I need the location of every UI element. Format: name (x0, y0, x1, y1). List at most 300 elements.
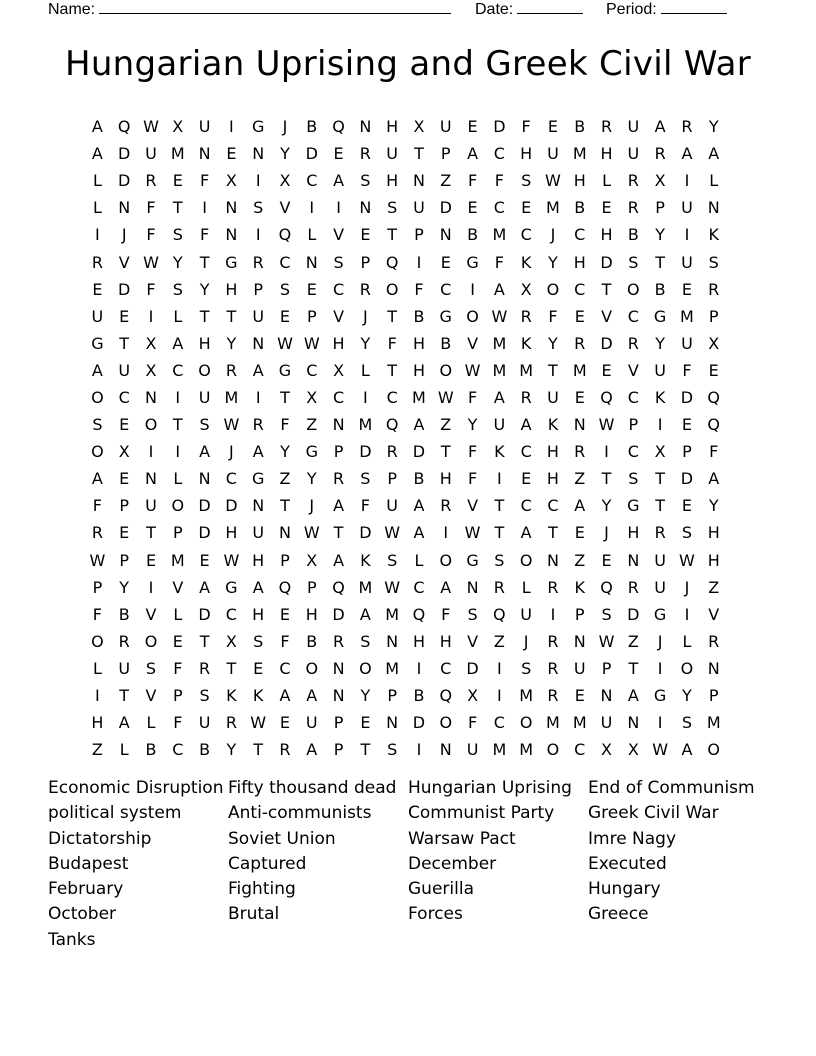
grid-letter[interactable]: Y (655, 333, 666, 353)
grid-letter[interactable]: B (199, 740, 211, 760)
grid-letter[interactable]: D (332, 604, 345, 624)
grid-letter[interactable]: N (707, 198, 720, 218)
grid-letter[interactable]: L (414, 550, 424, 570)
grid-letter[interactable]: H (332, 333, 345, 353)
grid-letter[interactable]: E (360, 225, 371, 245)
grid-letter[interactable]: F (280, 631, 290, 651)
grid-letter[interactable]: Q (600, 387, 613, 407)
grid-letter[interactable]: T (119, 333, 130, 353)
grid-letter[interactable]: O (439, 550, 453, 570)
grid-letter[interactable]: A (493, 279, 505, 299)
grid-letter[interactable]: R (520, 387, 532, 407)
grid-letter[interactable]: L (92, 171, 102, 191)
grid-letter[interactable]: A (199, 577, 211, 597)
grid-letter[interactable]: T (548, 523, 558, 543)
grid-letter[interactable]: I (550, 604, 556, 624)
grid-letter[interactable]: X (520, 279, 532, 299)
grid-letter[interactable]: Z (440, 415, 452, 435)
grid-letter[interactable]: E (172, 631, 183, 651)
grid-letter[interactable]: F (146, 279, 156, 299)
grid-letter[interactable]: J (523, 631, 529, 651)
grid-letter[interactable]: I (229, 117, 234, 137)
grid-letter[interactable]: R (627, 198, 639, 218)
grid-letter[interactable]: F (467, 469, 478, 489)
grid-letter[interactable]: R (440, 496, 452, 516)
grid-letter[interactable]: A (306, 686, 318, 706)
grid-letter[interactable]: W (303, 333, 320, 353)
grid-letter[interactable]: X (708, 333, 720, 353)
grid-letter[interactable]: Y (119, 577, 130, 597)
grid-letter[interactable]: A (708, 469, 720, 489)
grid-letter[interactable]: O (707, 740, 721, 760)
grid-letter[interactable]: S (172, 225, 183, 245)
grid-letter[interactable]: N (198, 144, 211, 164)
grid-letter[interactable]: F (682, 360, 692, 380)
grid-letter[interactable]: T (601, 469, 612, 489)
grid-letter[interactable]: A (91, 144, 103, 164)
grid-letter[interactable]: U (654, 360, 666, 380)
grid-letter[interactable]: F (467, 442, 478, 462)
grid-letter[interactable]: I (684, 604, 690, 624)
grid-letter[interactable]: H (305, 604, 318, 624)
grid-letter[interactable]: L (360, 360, 370, 380)
grid-letter[interactable]: R (574, 333, 586, 353)
grid-letter[interactable]: P (306, 306, 317, 326)
grid-letter[interactable]: L (173, 604, 183, 624)
grid-letter[interactable]: D (439, 198, 452, 218)
grid-letter[interactable]: A (252, 442, 264, 462)
grid-letter[interactable]: L (119, 740, 129, 760)
grid-letter[interactable]: D (198, 604, 211, 624)
grid-letter[interactable]: G (627, 496, 640, 516)
grid-letter[interactable]: A (654, 117, 666, 137)
grid-letter[interactable]: U (198, 117, 211, 137)
grid-letter[interactable]: P (682, 442, 692, 462)
grid-letter[interactable]: R (708, 631, 720, 651)
grid-letter[interactable]: R (547, 658, 559, 678)
grid-letter[interactable]: S (172, 279, 183, 299)
name-field[interactable] (48, 0, 451, 19)
grid-letter[interactable]: E (333, 144, 344, 164)
grid-letter[interactable]: A (493, 387, 505, 407)
grid-letter[interactable]: S (253, 198, 264, 218)
grid-letter[interactable]: T (655, 469, 666, 489)
grid-letter[interactable]: Q (707, 387, 721, 407)
grid-letter[interactable]: W (223, 415, 240, 435)
grid-letter[interactable]: E (119, 415, 130, 435)
grid-letter[interactable]: K (520, 333, 532, 353)
grid-letter[interactable]: P (628, 415, 639, 435)
grid-letter[interactable]: P (414, 225, 424, 245)
grid-letter[interactable]: X (225, 171, 237, 191)
grid-letter[interactable]: I (496, 469, 502, 489)
grid-letter[interactable]: N (439, 225, 452, 245)
grid-letter[interactable]: Z (91, 740, 103, 760)
grid-letter[interactable]: X (413, 117, 425, 137)
grid-letter[interactable]: Y (682, 686, 692, 706)
grid-letter[interactable]: M (706, 713, 721, 733)
grid-letter[interactable]: T (494, 523, 505, 543)
grid-letter[interactable]: N (600, 686, 613, 706)
grid-letter[interactable]: O (198, 360, 211, 380)
grid-letter[interactable]: R (547, 686, 559, 706)
grid-letter[interactable]: H (520, 144, 533, 164)
grid-letter[interactable]: R (654, 144, 666, 164)
grid-letter[interactable]: S (333, 252, 344, 272)
grid-letter[interactable]: E (306, 279, 317, 299)
grid-letter[interactable]: K (252, 686, 264, 706)
grid-letter[interactable]: F (146, 198, 156, 218)
grid-letter[interactable]: D (118, 144, 131, 164)
grid-letter[interactable]: P (601, 658, 612, 678)
grid-letter[interactable]: E (521, 198, 532, 218)
grid-letter[interactable]: H (386, 171, 399, 191)
grid-letter[interactable]: R (145, 171, 157, 191)
grid-letter[interactable]: N (332, 658, 345, 678)
grid-letter[interactable]: G (305, 442, 318, 462)
grid-letter[interactable]: D (680, 469, 694, 489)
grid-letter[interactable]: O (385, 279, 399, 299)
grid-letter[interactable]: C (547, 496, 559, 516)
grid-letter[interactable]: N (573, 415, 586, 435)
grid-letter[interactable]: H (573, 171, 586, 191)
grid-letter[interactable]: T (387, 225, 398, 245)
grid-letter[interactable]: Z (708, 577, 720, 597)
grid-letter[interactable]: S (521, 658, 532, 678)
grid-letter[interactable]: E (279, 713, 291, 733)
grid-letter[interactable]: W (223, 550, 240, 570)
grid-letter[interactable]: X (172, 117, 184, 137)
grid-letter[interactable]: E (253, 658, 264, 678)
grid-letter[interactable]: P (253, 279, 263, 299)
grid-letter[interactable]: Z (440, 171, 452, 191)
grid-letter[interactable]: L (709, 171, 719, 191)
grid-letter[interactable]: P (280, 550, 290, 570)
grid-letter[interactable]: O (359, 658, 372, 678)
grid-letter[interactable]: N (198, 469, 211, 489)
grid-letter[interactable]: C (574, 740, 586, 760)
grid-letter[interactable]: E (681, 415, 692, 435)
grid-letter[interactable]: E (574, 523, 585, 543)
grid-letter[interactable]: E (119, 523, 130, 543)
grid-letter[interactable]: S (681, 713, 692, 733)
grid-letter[interactable]: W (277, 333, 293, 353)
grid-letter[interactable]: T (387, 360, 398, 380)
grid-letter[interactable]: P (172, 523, 183, 543)
grid-letter[interactable]: N (707, 658, 720, 678)
grid-letter[interactable]: C (172, 360, 184, 380)
grid-letter[interactable]: X (225, 631, 237, 651)
grid-letter[interactable]: H (225, 523, 238, 543)
grid-letter[interactable]: N (627, 550, 640, 570)
grid-letter[interactable]: D (680, 387, 694, 407)
grid-letter[interactable]: E (521, 469, 532, 489)
grid-letter[interactable]: I (255, 387, 261, 407)
grid-letter[interactable]: E (360, 713, 371, 733)
grid-letter[interactable]: O (439, 713, 453, 733)
grid-letter[interactable]: K (574, 577, 585, 597)
grid-letter[interactable]: O (305, 658, 319, 678)
grid-letter[interactable]: Y (360, 686, 371, 706)
grid-letter[interactable]: C (118, 387, 130, 407)
grid-letter[interactable]: S (708, 252, 719, 272)
grid-letter[interactable]: L (92, 658, 102, 678)
grid-letter[interactable]: R (600, 117, 613, 137)
grid-letter[interactable]: M (572, 360, 587, 380)
grid-letter[interactable]: L (173, 469, 183, 489)
grid-letter[interactable]: H (546, 442, 559, 462)
grid-letter[interactable]: W (545, 171, 561, 191)
grid-letter[interactable]: W (679, 550, 695, 570)
grid-letter[interactable]: X (145, 360, 157, 380)
grid-letter[interactable]: F (360, 496, 370, 516)
grid-letter[interactable]: C (306, 171, 318, 191)
grid-letter[interactable]: P (172, 686, 183, 706)
grid-letter[interactable]: J (229, 442, 234, 462)
grid-letter[interactable]: E (681, 279, 692, 299)
grid-letter[interactable]: Y (601, 496, 612, 516)
grid-letter[interactable]: R (654, 523, 666, 543)
grid-letter[interactable]: M (492, 360, 507, 380)
grid-letter[interactable]: D (359, 442, 372, 462)
grid-letter[interactable]: S (681, 523, 692, 543)
grid-letter[interactable]: X (654, 442, 666, 462)
grid-letter[interactable]: C (520, 496, 532, 516)
grid-letter[interactable]: S (601, 604, 612, 624)
grid-letter[interactable]: M (170, 550, 185, 570)
grid-letter[interactable]: A (359, 604, 371, 624)
grid-letter[interactable]: R (574, 442, 586, 462)
grid-letter[interactable]: F (199, 225, 210, 245)
grid-letter[interactable]: P (655, 198, 665, 218)
grid-letter[interactable]: U (520, 604, 532, 624)
grid-letter[interactable]: A (333, 550, 345, 570)
grid-letter[interactable]: O (546, 740, 560, 760)
grid-letter[interactable]: F (92, 604, 102, 624)
grid-letter[interactable]: J (550, 225, 556, 245)
grid-letter[interactable]: V (145, 604, 157, 624)
grid-letter[interactable]: I (148, 577, 154, 597)
grid-letter[interactable]: A (333, 496, 345, 516)
grid-letter[interactable]: U (386, 144, 399, 164)
grid-letter[interactable]: R (225, 360, 237, 380)
grid-letter[interactable]: C (225, 604, 237, 624)
grid-letter[interactable]: S (199, 686, 210, 706)
grid-letter[interactable]: H (707, 523, 720, 543)
grid-letter[interactable]: I (416, 252, 422, 272)
grid-letter[interactable]: A (91, 117, 103, 137)
grid-letter[interactable]: P (306, 577, 317, 597)
grid-letter[interactable]: F (548, 306, 558, 326)
grid-letter[interactable]: B (627, 225, 639, 245)
grid-letter[interactable]: X (279, 171, 291, 191)
grid-letter[interactable]: O (627, 279, 640, 299)
grid-letter[interactable]: H (412, 631, 425, 651)
grid-letter[interactable]: C (440, 658, 452, 678)
grid-letter[interactable]: R (627, 171, 639, 191)
grid-letter[interactable]: M (224, 387, 239, 407)
grid-letter[interactable]: I (309, 198, 315, 218)
grid-letter[interactable]: P (387, 686, 397, 706)
grid-letter[interactable]: A (252, 360, 264, 380)
grid-letter[interactable]: Y (199, 279, 210, 299)
grid-letter[interactable]: W (384, 523, 401, 543)
grid-letter[interactable]: N (252, 333, 265, 353)
grid-letter[interactable]: C (520, 442, 532, 462)
grid-letter[interactable]: F (92, 496, 102, 516)
grid-letter[interactable]: R (91, 523, 103, 543)
grid-letter[interactable]: C (493, 713, 505, 733)
grid-letter[interactable]: I (148, 306, 154, 326)
grid-letter[interactable]: A (520, 523, 532, 543)
grid-letter[interactable]: W (464, 360, 481, 380)
grid-letter[interactable]: R (359, 279, 371, 299)
grid-letter[interactable]: N (412, 171, 425, 191)
grid-letter[interactable]: U (547, 144, 559, 164)
grid-letter[interactable]: M (492, 740, 507, 760)
grid-letter[interactable]: P (708, 686, 719, 706)
period-blank-line[interactable] (661, 0, 727, 14)
grid-letter[interactable]: P (574, 604, 585, 624)
grid-letter[interactable]: Y (708, 117, 719, 137)
grid-letter[interactable]: U (600, 713, 613, 733)
period-field[interactable] (606, 0, 727, 19)
grid-letter[interactable]: O (439, 360, 453, 380)
grid-letter[interactable]: U (91, 306, 104, 326)
grid-letter[interactable]: C (627, 442, 639, 462)
grid-letter[interactable]: W (652, 740, 669, 760)
grid-letter[interactable]: K (708, 225, 719, 245)
grid-letter[interactable]: V (708, 604, 720, 624)
grid-letter[interactable]: H (627, 523, 640, 543)
grid-letter[interactable]: S (387, 740, 398, 760)
grid-letter[interactable]: T (146, 523, 156, 543)
grid-letter[interactable]: O (91, 631, 104, 651)
grid-letter[interactable]: F (387, 333, 397, 353)
grid-letter[interactable]: E (708, 360, 719, 380)
grid-letter[interactable]: W (143, 252, 159, 272)
grid-letter[interactable]: W (437, 387, 454, 407)
grid-letter[interactable]: D (225, 496, 238, 516)
grid-letter[interactable]: G (251, 469, 265, 489)
grid-letter[interactable]: G (653, 306, 667, 326)
grid-letter[interactable]: I (255, 171, 261, 191)
grid-letter[interactable]: I (255, 225, 261, 245)
grid-letter[interactable]: E (199, 550, 210, 570)
grid-letter[interactable]: X (601, 740, 613, 760)
grid-letter[interactable]: L (146, 713, 156, 733)
grid-letter[interactable]: O (680, 658, 694, 678)
grid-letter[interactable]: X (145, 333, 157, 353)
grid-letter[interactable]: G (466, 550, 479, 570)
grid-letter[interactable]: E (279, 604, 291, 624)
grid-letter[interactable]: I (148, 442, 154, 462)
grid-letter[interactable]: A (520, 415, 532, 435)
grid-letter[interactable]: J (309, 496, 315, 516)
grid-letter[interactable]: M (358, 577, 373, 597)
grid-letter[interactable]: C (413, 577, 425, 597)
grid-letter[interactable]: N (332, 415, 345, 435)
grid-letter[interactable]: A (91, 469, 103, 489)
grid-letter[interactable]: U (118, 658, 131, 678)
grid-letter[interactable]: A (172, 333, 184, 353)
grid-letter[interactable]: D (359, 523, 372, 543)
grid-letter[interactable]: E (601, 360, 612, 380)
grid-letter[interactable]: I (175, 387, 181, 407)
grid-letter[interactable]: W (598, 415, 615, 435)
grid-letter[interactable]: O (546, 279, 560, 299)
grid-letter[interactable]: T (387, 306, 398, 326)
grid-letter[interactable]: E (119, 306, 130, 326)
grid-letter[interactable]: I (657, 713, 663, 733)
grid-letter[interactable]: C (332, 279, 345, 299)
grid-letter[interactable]: S (199, 415, 210, 435)
grid-letter[interactable]: U (547, 387, 559, 407)
grid-letter[interactable]: K (494, 442, 505, 462)
grid-letter[interactable]: G (466, 252, 479, 272)
grid-letter[interactable]: F (173, 713, 183, 733)
grid-letter[interactable]: Z (574, 469, 586, 489)
grid-letter[interactable]: E (681, 496, 692, 516)
grid-letter[interactable]: C (306, 360, 318, 380)
grid-letter[interactable]: O (519, 550, 533, 570)
grid-letter[interactable]: T (360, 740, 371, 760)
grid-letter[interactable]: M (572, 144, 587, 164)
grid-letter[interactable]: V (172, 577, 184, 597)
grid-letter[interactable]: E (467, 117, 478, 137)
grid-letter[interactable]: I (684, 171, 690, 191)
grid-letter[interactable]: F (467, 387, 478, 407)
grid-letter[interactable]: S (279, 279, 291, 299)
grid-letter[interactable]: F (494, 252, 504, 272)
grid-letter[interactable]: R (547, 577, 559, 597)
grid-letter[interactable]: M (519, 740, 534, 760)
grid-letter[interactable]: S (387, 550, 398, 570)
grid-letter[interactable]: S (360, 631, 371, 651)
grid-letter[interactable]: M (546, 713, 560, 733)
grid-letter[interactable]: P (119, 550, 130, 570)
grid-letter[interactable]: X (333, 360, 345, 380)
grid-letter[interactable]: D (627, 604, 640, 624)
grid-letter[interactable]: S (628, 252, 639, 272)
grid-letter[interactable]: G (653, 686, 667, 706)
grid-letter[interactable]: Y (548, 333, 558, 353)
grid-letter[interactable]: E (172, 171, 183, 191)
grid-letter[interactable]: Q (439, 686, 453, 706)
grid-letter[interactable]: T (494, 496, 505, 516)
grid-letter[interactable]: A (574, 496, 586, 516)
grid-letter[interactable]: P (360, 252, 371, 272)
grid-letter[interactable]: Y (360, 333, 371, 353)
grid-letter[interactable]: W (464, 523, 481, 543)
grid-letter[interactable]: Q (707, 415, 721, 435)
grid-letter[interactable]: H (252, 550, 265, 570)
grid-letter[interactable]: O (171, 496, 185, 516)
grid-letter[interactable]: R (279, 740, 291, 760)
grid-letter[interactable]: R (547, 631, 559, 651)
grid-letter[interactable]: J (363, 306, 368, 326)
grid-letter[interactable]: H (600, 144, 613, 164)
grid-letter[interactable]: D (600, 333, 613, 353)
grid-letter[interactable]: F (146, 225, 156, 245)
grid-letter[interactable]: A (91, 360, 103, 380)
grid-letter[interactable]: Y (708, 496, 719, 516)
grid-letter[interactable]: Q (600, 577, 613, 597)
grid-letter[interactable]: T (280, 387, 290, 407)
grid-letter[interactable]: Y (655, 225, 666, 245)
grid-letter[interactable]: C (279, 658, 291, 678)
grid-letter[interactable]: B (574, 117, 586, 137)
